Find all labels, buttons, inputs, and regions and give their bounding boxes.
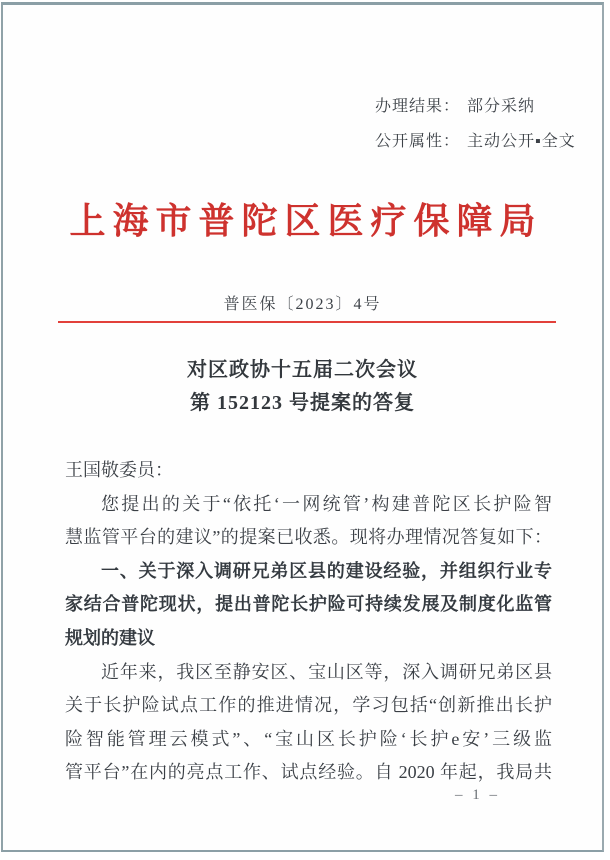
paragraph-2-line: 管平台”在内的亮点工作、试点经验。自 2020 年起，我局共 [65,762,552,783]
meta-result-label: 办理结果： [375,98,461,115]
meta-publicity-line [375,124,576,159]
doc-title-line-2: 第 152123 号提案的答复 [190,392,415,414]
paragraph-1-line: 慧监管平台的建议”的提案已收悉。现将办理情况答复如下： [65,527,552,548]
heading-1-line: 家结合普陀现状，提出普陀长护险可持续发展及制度化监管 [65,594,552,615]
doc-number: 普医保〔2023〕4号 [223,296,382,313]
salutation: 王国敬委员： [65,460,173,480]
body-text [65,454,552,790]
meta-publicity-label: 公开属性： [375,133,461,150]
paragraph-2-line: 近年来，我区至静安区、宝山区等，深入调研兄弟区县 [101,661,552,682]
heading-1-line: 一、关于深入调研兄弟区县的建设经验，并组织行业专 [101,560,552,581]
paragraph-2-line: 险智能管理云模式”、“宝山区长护险‘长护e安’三级监 [65,728,552,749]
red-divider-line [58,321,556,323]
doc-title-line-1: 对区政协十五届二次会议 [187,359,418,381]
document-page [1,2,604,852]
doc-title [3,354,602,420]
page-number: – 1 – [455,787,500,803]
agency-title: 上海市普陀区医疗保障局 [69,201,543,241]
heading-1-line: 规划的建议 [65,627,155,648]
meta-block [375,89,576,159]
meta-result-value: 部分采纳 [467,98,536,115]
paragraph-2-line: 关于长护险试点工作的推进情况，学习包括“创新推出长护 [65,695,552,716]
meta-result-line [375,89,576,124]
paragraph-1-line: 您提出的关于“依托‘一网统管’构建普陀区长护险智 [101,493,552,514]
meta-publicity-value: 主动公开▪全文 [467,133,576,150]
